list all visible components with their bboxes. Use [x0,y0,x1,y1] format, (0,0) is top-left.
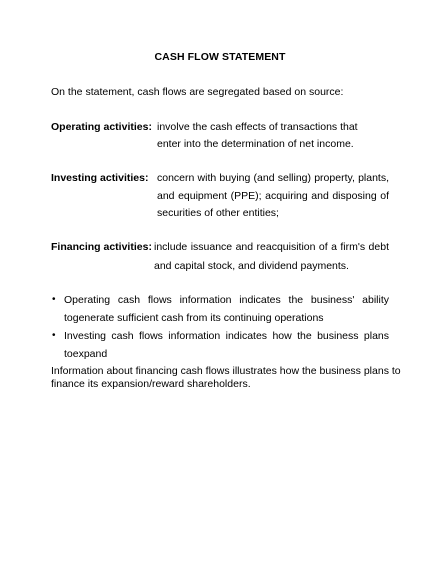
bullet-1-line-2: togenerate sufficient cash from its continuing operations [64,312,324,324]
bullet-1-line-1: Operating cash flows information indicates the business' ability [64,294,389,306]
investing-label: Investing activities: [51,172,149,184]
bullet-symbol: • [52,330,56,341]
financing-line-1: include issuance and reacquisition of a firm's debt [154,241,389,253]
financing-line-2: and capital stock, and dividend payments. [154,260,349,272]
operating-label: Operating activities: [51,121,152,133]
closing-line-2: finance its expansion/reward shareholders. [51,378,251,390]
bullet-2-line-1: Investing cash flows information indicates how the business plans [64,330,389,342]
intro-text: On the statement, cash flows are segregated based on source: [51,86,344,98]
financing-label: Financing activities: [51,241,152,253]
bullet-symbol: • [52,294,56,305]
operating-line-2: enter into the determination of net income. [157,138,354,150]
investing-line-3: securities of other entities; [157,207,279,219]
operating-line-1: involve the cash effects of transactions that [157,121,358,133]
bullet-2-line-2: toexpand [64,348,108,360]
document-title: CASH FLOW STATEMENT [154,51,286,63]
investing-line-1: concern with buying (and selling) property, plants, [157,172,389,184]
closing-line-1: Information about financing cash flows illustrates how the business plans to [51,365,401,377]
investing-line-2: and equipment (PPE); acquiring and disposing of [157,190,389,202]
